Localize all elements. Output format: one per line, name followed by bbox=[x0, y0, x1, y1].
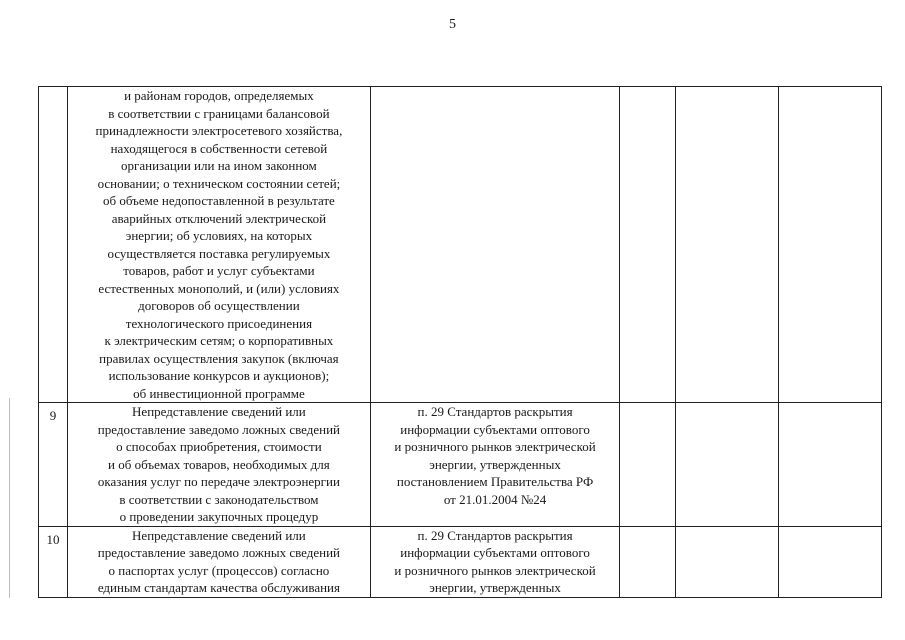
scan-artifact-line bbox=[9, 398, 10, 598]
violation-description bbox=[68, 526, 371, 597]
row-number bbox=[39, 87, 68, 403]
legal-reference bbox=[370, 87, 620, 403]
row-number: 9 bbox=[39, 403, 68, 527]
text-line: технологического присоединения bbox=[125, 315, 313, 331]
empty-cell bbox=[676, 87, 778, 403]
row-number: 10 bbox=[39, 526, 68, 597]
empty-cell bbox=[620, 403, 676, 527]
text-line: товаров, работ и услуг субъектами bbox=[123, 263, 315, 278]
text-line: и районам городов, определяемых bbox=[124, 88, 314, 103]
text-line: договоров об осуществлении bbox=[138, 298, 300, 313]
text-line: о способах приобретения, стоимости bbox=[116, 439, 322, 454]
empty-cell bbox=[620, 526, 676, 597]
text-line: единым стандартам качества обслуживания bbox=[97, 580, 340, 595]
empty-cell bbox=[778, 403, 881, 527]
text-line: о проведении закупочных процедур bbox=[119, 509, 319, 524]
text-line: информации субъектами оптового bbox=[400, 545, 590, 560]
violations-table bbox=[38, 86, 882, 598]
text-line: правилах осуществления закупок (включая bbox=[99, 350, 339, 366]
text-line: в соответствии с границами балансовой bbox=[108, 105, 330, 121]
text-line: о паспортах услуг (процессов) согласно bbox=[108, 562, 330, 578]
text-line: основании; о техническом состоянии сетей; bbox=[97, 175, 341, 191]
empty-cell bbox=[778, 526, 881, 597]
text-line: от 21.01.2004 №24 bbox=[443, 491, 547, 507]
text-line: к электрическим сетям; о корпоративных bbox=[104, 333, 334, 348]
table-row bbox=[39, 526, 882, 597]
text-line: организации или на ином законном bbox=[121, 158, 317, 173]
text-line: предоставление заведомо ложных сведений bbox=[97, 545, 341, 560]
text-line: аварийных отключений электрической bbox=[111, 210, 327, 226]
table-row bbox=[39, 87, 882, 403]
text-line: энергии; об условиях, на которых bbox=[125, 228, 313, 243]
legal-reference bbox=[370, 403, 620, 527]
text-line: и розничного рынков электрической bbox=[394, 439, 596, 454]
text-line: и об объемах товаров, необходимых для bbox=[108, 456, 330, 472]
text-line: естественных монополий, и (или) условиях bbox=[98, 280, 340, 296]
text-line: п. 29 Стандартов раскрытия bbox=[417, 527, 573, 543]
text-line: Непредставление сведений или bbox=[132, 404, 306, 419]
text-line: информации субъектами оптового bbox=[400, 421, 590, 437]
text-line: п. 29 Стандартов раскрытия bbox=[417, 404, 573, 419]
page-number: 5 bbox=[449, 17, 456, 32]
empty-cell bbox=[778, 87, 881, 403]
text-line: об инвестиционной программе bbox=[133, 385, 305, 401]
empty-cell bbox=[676, 403, 778, 527]
text-line: предоставление заведомо ложных сведений bbox=[97, 421, 341, 437]
table-row bbox=[39, 403, 882, 527]
violation-description bbox=[68, 87, 371, 403]
text-line: осуществляется поставка регулируемых bbox=[107, 245, 331, 261]
text-line: использование конкурсов и аукционов); bbox=[108, 368, 330, 383]
text-line: постановлением Правительства РФ bbox=[396, 474, 594, 489]
violation-description bbox=[68, 403, 371, 527]
empty-cell bbox=[620, 87, 676, 403]
text-line: в соответствии с законодательством bbox=[119, 491, 319, 507]
text-line: энергии, утвержденных bbox=[429, 456, 561, 472]
text-line: оказания услуг по передаче электроэнергии bbox=[97, 474, 340, 489]
text-line: принадлежности электросетевого хозяйства, bbox=[95, 123, 343, 138]
text-line: энергии, утвержденных bbox=[429, 580, 561, 595]
legal-reference bbox=[370, 526, 620, 597]
text-line: и розничного рынков электрической bbox=[394, 562, 596, 578]
text-line: об объеме недопоставленной в результате bbox=[103, 193, 335, 208]
empty-cell bbox=[676, 526, 778, 597]
text-line: находящегося в собственности сетевой bbox=[110, 140, 328, 156]
text-line: Непредставление сведений или bbox=[132, 527, 306, 543]
